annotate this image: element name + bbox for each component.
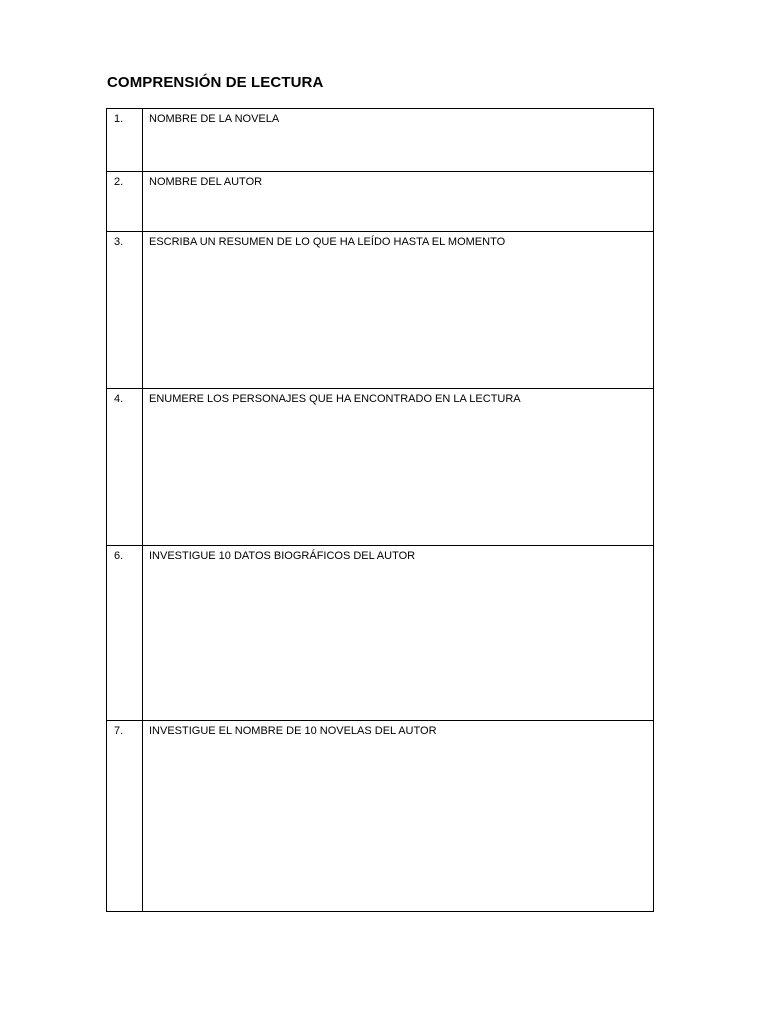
table-row <box>107 546 654 721</box>
table-row <box>107 232 654 389</box>
question-label: INVESTIGUE EL NOMBRE DE 10 NOVELAS DEL AUTOR <box>149 725 437 737</box>
table-row <box>107 109 654 172</box>
answer-cell[interactable] <box>143 232 654 389</box>
question-label: NOMBRE DEL AUTOR <box>149 176 263 188</box>
row-number: 7. <box>114 725 124 737</box>
row-number-cell <box>107 172 143 232</box>
row-number: 6. <box>114 550 124 562</box>
question-label: ENUMERE LOS PERSONAJES QUE HA ENCONTRADO EN LA LECTURA <box>149 393 521 405</box>
answer-cell[interactable] <box>143 546 654 721</box>
table-row <box>107 172 654 232</box>
questions-table <box>106 108 654 912</box>
question-label: NOMBRE DE LA NOVELA <box>149 113 280 125</box>
row-number-cell <box>107 109 143 172</box>
row-number-cell <box>107 232 143 389</box>
row-number: 4. <box>114 393 124 405</box>
answer-cell[interactable] <box>143 172 654 232</box>
question-label: INVESTIGUE 10 DATOS BIOGRÁFICOS DEL AUTOR <box>149 550 416 562</box>
row-number: 2. <box>114 176 124 188</box>
page-title: COMPRENSIÓN DE LECTURA <box>107 74 324 91</box>
question-label: ESCRIBA UN RESUMEN DE LO QUE HA LEÍDO HASTA EL MOMENTO <box>149 236 506 248</box>
row-number-cell <box>107 546 143 721</box>
answer-cell[interactable] <box>143 721 654 912</box>
row-number: 3. <box>114 236 124 248</box>
answer-cell[interactable] <box>143 109 654 172</box>
table-row <box>107 721 654 912</box>
row-number: 1. <box>114 113 124 125</box>
row-number-cell <box>107 721 143 912</box>
answer-cell[interactable] <box>143 389 654 546</box>
row-number-cell <box>107 389 143 546</box>
table-row <box>107 389 654 546</box>
